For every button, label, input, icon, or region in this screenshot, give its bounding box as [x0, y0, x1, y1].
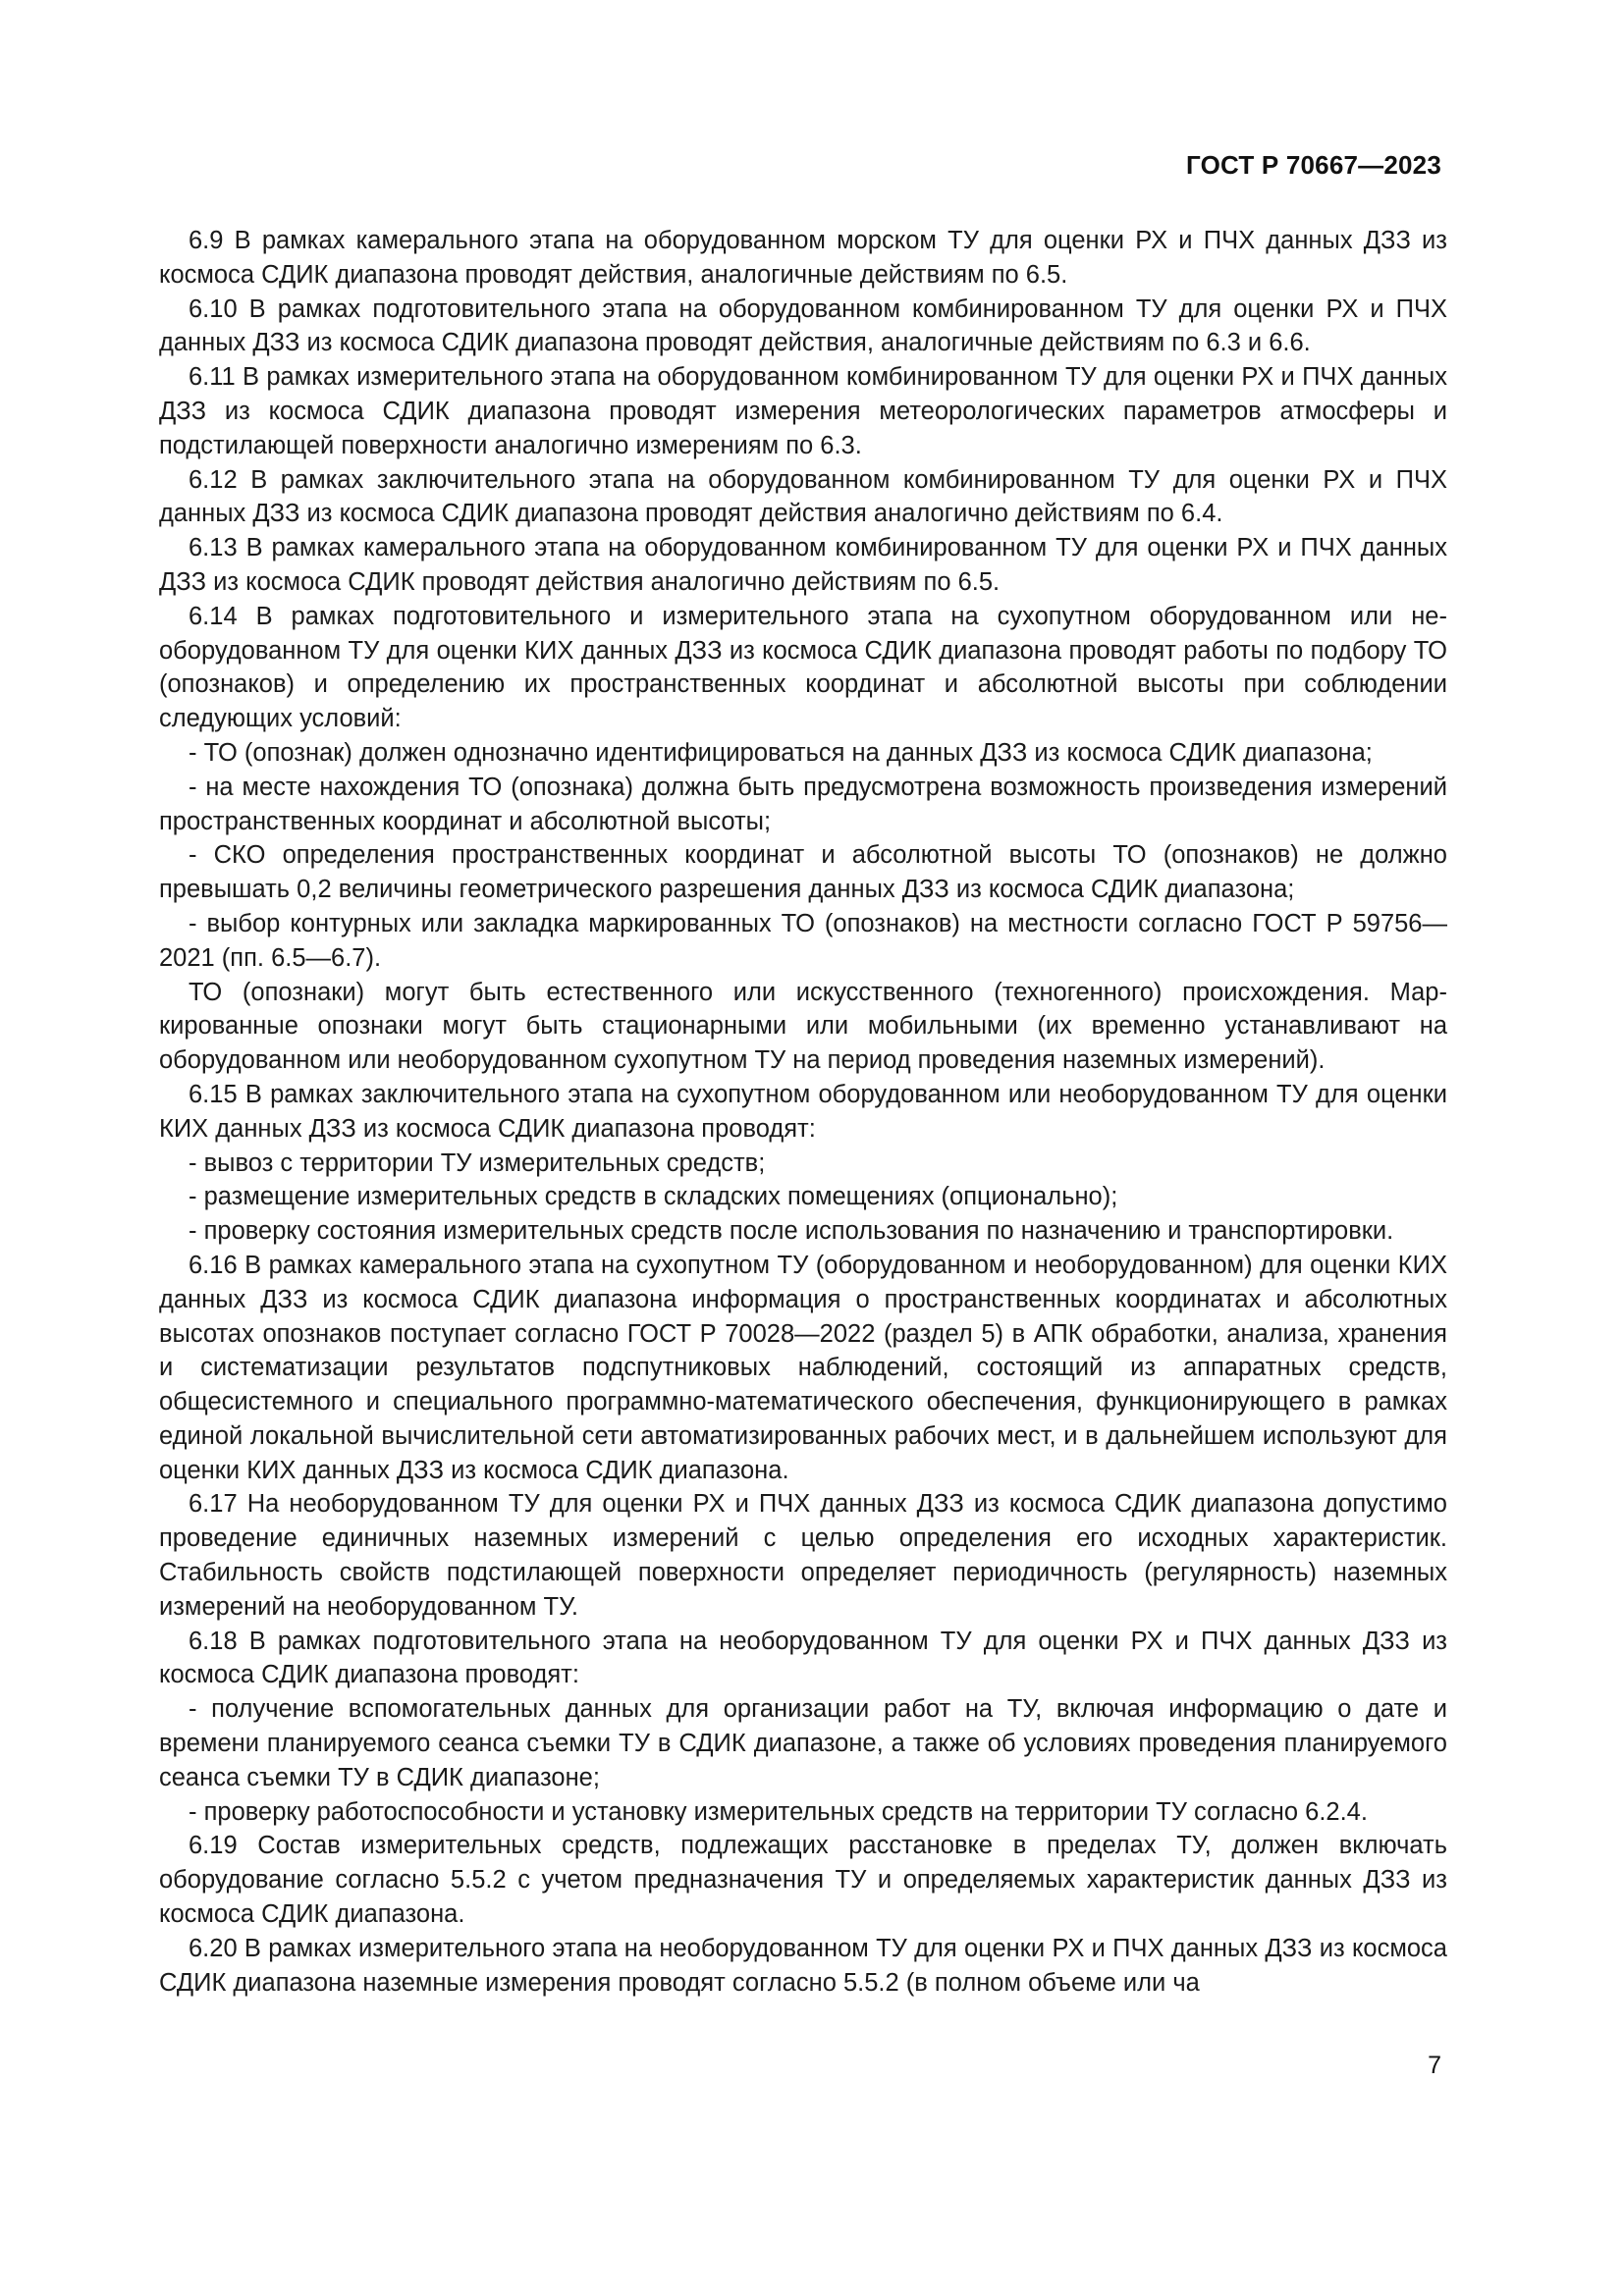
paragraph-6-17: 6.17 На необорудованном ТУ для оценки РХ и ПЧХ данных ДЗЗ из космоса СДИК диапазона допустимо проведение единичных наземных измерений с целью определения его исходных характеристик. Стабильность свойств подстилающей поверхности определяет периодичность (регулярность) наземных измерений на необорудованном ТУ. [159, 1490, 1447, 1621]
list-item: - размещение измерительных средств в складских помещениях (опционально); [189, 1183, 1118, 1211]
document-header-id: ГОСТ Р 70667—2023 [1186, 150, 1441, 180]
paragraph-6-15: 6.15 В рамках заключительного этапа на сухопутном оборудованном или необорудованном ТУ для оценки КИХ данных ДЗЗ из космоса СДИК диапазона проводят: [159, 1080, 1447, 1143]
list-item: - вывоз с территории ТУ измерительных средств; [189, 1148, 766, 1177]
list-item: - СКО определения пространственных координат и абсолютной высоты ТО (опознаков) не должно превышать 0,2 величины геометрического разрешения данных ДЗЗ из космоса СДИК диапазона; [159, 841, 1447, 904]
list-item: - получение вспомогательных данных для организации работ на ТУ, включая информацию о дате и времени планируемого сеанса съемки ТУ в СДИК диапазоне, а также об условиях проведения планируемого сеанса съемки ТУ в СДИК диапазоне; [159, 1695, 1447, 1791]
paragraph-6-13: 6.13 В рамках камерального этапа на оборудованном комбинированном ТУ для оценки РХ и ПЧХ данных ДЗЗ из космоса СДИК проводят действия аналогично действиям по 6.5. [159, 534, 1447, 596]
document-body [159, 224, 1447, 2000]
page-number: 7 [1428, 2052, 1441, 2079]
paragraph-6-20: 6.20 В рамках измерительного этапа на необорудованном ТУ для оценки РХ и ПЧХ данных ДЗЗ из космоса СДИК диапазона наземные измерения проводят согласно 5.5.2 (в полном объеме или ча [159, 1934, 1447, 1997]
list-item: - на месте нахождения ТО (опознака) должна быть предусмотрена возможность произведения измерений пространственных координат и абсолютной высоты; [159, 773, 1447, 835]
paragraph-6-12: 6.12 В рамках заключительного этапа на оборудованном комбинированном ТУ для оценки РХ и ПЧХ данных ДЗЗ из космоса СДИК диапазона проводят действия аналогично действиям по 6.4. [159, 465, 1447, 528]
paragraph-6-14: 6.14 В рамках подготовительного и измерительного этапа на сухопутном оборудованном или необорудованном ТУ для оценки КИХ данных ДЗЗ из космоса СДИК диапазона проводят работы по подбору ТО (опознаков) и определению их пространственных координат и абсолютной высоты при соблюдении следующих условий: [159, 602, 1447, 733]
list-item: - проверку состояния измерительных средств после использования по назначению и транспортировки. [189, 1217, 1394, 1246]
paragraph-6-11: 6.11 В рамках измерительного этапа на оборудованном комбинированном ТУ для оценки РХ и ПЧХ данных ДЗЗ из космоса СДИК диапазона проводят измерения метеорологических параметров атмосферы и подстилающей поверхности аналогично измерениям по 6.3. [159, 363, 1447, 459]
list-item: - выбор контурных или закладка маркированных ТО (опознаков) на местности согласно ГОСТ Р 59756—2021 (пп. 6.5—6.7). [159, 909, 1447, 972]
paragraph-6-18: 6.18 В рамках подготовительного этапа на необорудованном ТУ для оценки РХ и ПЧХ данных ДЗЗ из космоса СДИК диапазона проводят: [159, 1627, 1447, 1689]
paragraph-6-10: 6.10 В рамках подготовительного этапа на оборудованном комбинированном ТУ для оценки РХ и ПЧХ данных ДЗЗ из космоса СДИК диапазона проводят действия, аналогичные действиям по 6.3 и 6.6. [159, 294, 1447, 357]
paragraph-markers-note: ТО (опознаки) могут быть естественного или искусственного (техногенного) происхождения. Маркированные опознаки могут быть стационарными или мобильными (их временно устанавливают на оборудованном или необорудованном сухопутном ТУ на период проведения наземных измерений). [159, 978, 1447, 1075]
paragraph-6-9: 6.9 В рамках камерального этапа на оборудованном морском ТУ для оценки РХ и ПЧХ данных ДЗЗ из космоса СДИК диапазона проводят действия, аналогичные действиям по 6.5. [159, 227, 1447, 289]
paragraph-6-16: 6.16 В рамках камерального этапа на сухопутном ТУ (оборудованном и необорудованном) для оценки КИХ данных ДЗЗ из космоса СДИК диапазона информация о пространственных координатах и абсолютных высотах опознаков поступает согласно ГОСТ Р 70028—2022 (раздел 5) в АПК обработки, анализа, хранения и систематизации результатов подспутниковых наблюдений, состоящий из аппаратных средств, общесистемного и специального программно-математического обеспечения, функционирующего в рамках единой локальной вычислительной сети автоматизированных рабочих мест, и в дальнейшем используют для оценки КИХ данных ДЗЗ из космоса СДИК диапазона. [159, 1251, 1447, 1484]
list-item: - проверку работоспособности и установку измерительных средств на территории ТУ согласно 6.2.4. [189, 1797, 1368, 1826]
list-item: - ТО (опознак) должен однозначно идентифицироваться на данных ДЗЗ из космоса СДИК диапазона; [189, 738, 1373, 767]
paragraph-6-19: 6.19 Состав измерительных средств, подлежащих расстановке в пределах ТУ, должен включать оборудование согласно 5.5.2 с учетом предназначения ТУ и определяемых характеристик данных ДЗЗ из космоса СДИК диапазона. [159, 1832, 1447, 1929]
